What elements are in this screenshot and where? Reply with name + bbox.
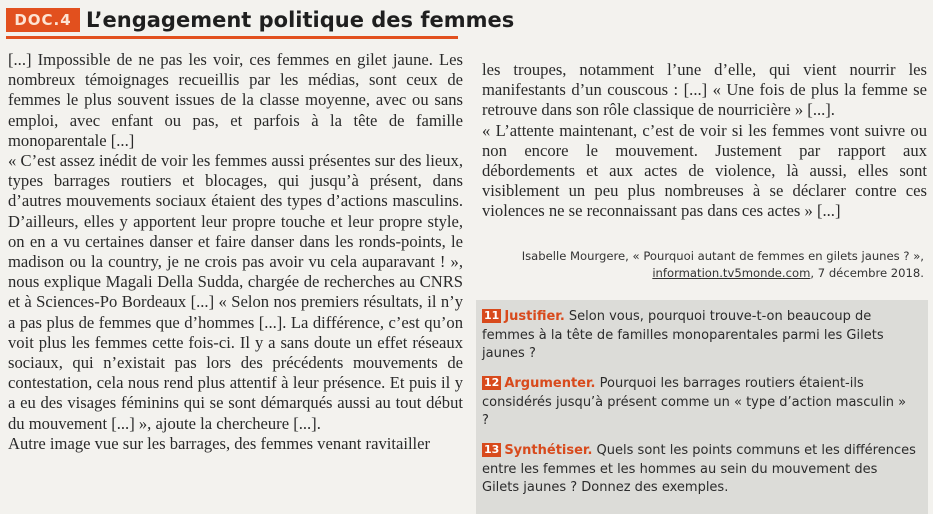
- question-12: [482, 375, 916, 431]
- question-number: 12: [484, 376, 500, 389]
- source-citation: [482, 248, 924, 282]
- text-column-right: [482, 60, 927, 222]
- paragraph: [...] Impossible de ne pas les voir, ces femmes en gilet jaune. Les nombreux témoignages recueillis par les médias, sont ceux de femmes le plus souvent issues de la classe moyenne, avec ou sans emploi, avec enfant ou pas, et parfois à la tête de famille monoparentale [...]: [8, 50, 463, 150]
- paragraph: Autre image vue sur les barrages, des femmes venant ravitailler: [8, 433, 431, 453]
- text-column-left: [8, 50, 463, 454]
- question-11: [482, 308, 916, 364]
- question-verb: Justifier.: [504, 309, 565, 324]
- question-text: Pourquoi les barrages routiers étaient-ils considérés jusqu’à présent comme un « type d’action masculin » ?: [482, 376, 907, 428]
- source-line2: [482, 265, 924, 282]
- question-verb: Argumenter.: [504, 376, 596, 391]
- paragraph: les troupes, notamment l’une d’elle, qui vient nourrir les manifestants d’un couscous : [...] « Une fois de plus la femme se retrouve dans son rôle classique de nourricière » [...].: [482, 60, 927, 120]
- question-number: 11: [484, 309, 500, 322]
- question-verb: Synthétiser.: [504, 443, 593, 458]
- question-number: 13: [484, 443, 500, 456]
- page-title: L’engagement politique des femmes: [86, 8, 515, 32]
- source-author-title: Isabelle Mourgere, « Pourquoi autant de femmes en gilets jaunes ? »,: [521, 249, 924, 263]
- title-underline: [6, 36, 458, 39]
- question-text: Selon vous, pourquoi trouve-t-on beaucoup de femmes à la tête de familles monoparentales parmi les Gilets jaunes ?: [482, 309, 884, 361]
- document-header: [6, 6, 515, 36]
- question-text: Quels sont les points communs et les différences entre les femmes et les hommes au sein du mouvement des Gilets jaunes ? Donnez des exemples.: [482, 443, 916, 495]
- paragraph: « L’attente maintenant, c’est de voir si les femmes vont suivre ou non encore le mouvement. Justement par rapport aux débordements et aux actes de violence, là aussi, elles sont visiblement un peu plus nombreuses à se déclarer contre ces violences ne se reconnaissant pas dans ces actes » [...]: [482, 120, 927, 221]
- doc-badge: DOC.4: [6, 8, 80, 32]
- source-link[interactable]: information.tv5monde.com: [652, 266, 811, 280]
- source-date: , 7 décembre 2018.: [810, 266, 924, 280]
- questions-box: [476, 300, 928, 514]
- question-13: [482, 442, 916, 498]
- paragraph: « C’est assez inédit de voir les femmes aussi présentes sur des lieux, types barrages routiers et blocages, qui jusqu’à présent, dans d’autres mouvements sociaux étaient des types d’actions masculins. D’ailleurs, elles y apportent leur propre touche et leur propre style, on en a vu certaines danser et faire danser dans les ronds-points, le madison ou la country, je ne crois pas avoir vu cela auparavant ! », nous explique Magali Della Sudda, chargée de recherches au CNRS et à Sciences-Po Bordeaux [...] « Selon nos premiers résultats, il n’y a pas plus de femmes que d’hommes [...]. La différence, c’est qu’on voit plus les femmes cette fois-ci. Il y a sans doute un effet réseaux sociaux, qui n’existait pas lors des précédents mouvements de contestation, cela nous rend plus attentif à leur présence. Et puis il y a eu des visages féminins qui se sont démarqués aussi au tout début du mouvement [...] », ajoute la chercheure [...].: [8, 151, 463, 433]
